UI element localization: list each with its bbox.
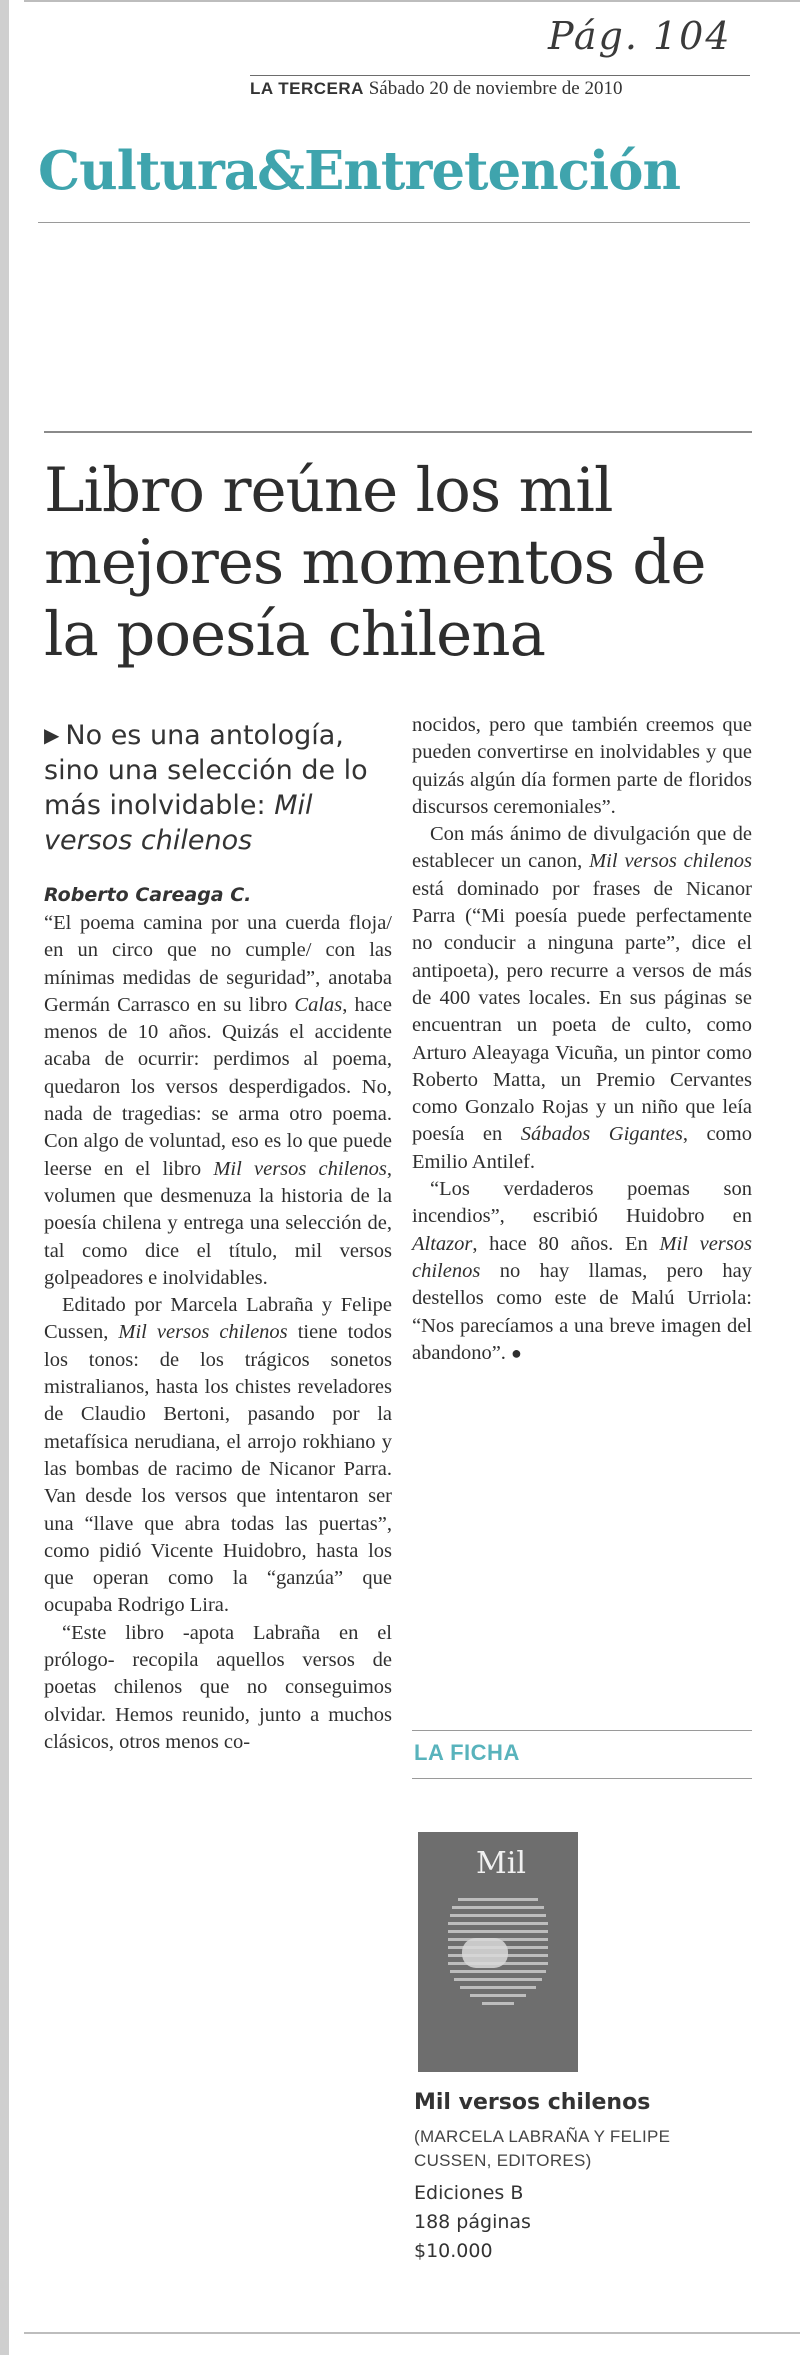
ficha-rule-top xyxy=(412,1730,752,1731)
byline: Roberto Careaga C. xyxy=(44,884,252,906)
ficha-authors: (MARCELA LABRAÑA Y FELIPE CUSSEN, EDITORES) xyxy=(414,2127,671,2170)
paragraph-text: “El poema camina por una cuerda floja/ en un circo que no cumple/ con las mínimas medidas de seguridad”, anotaba Germán Carrasco en su libro xyxy=(44,912,392,1016)
ficha-pages: 188 páginas xyxy=(414,2211,531,2233)
lead-arrow-icon: ▶ xyxy=(44,723,60,747)
paragraph-text: está dominado por frases de Nicanor Parra (“Mi poesía puede perfectamente no conducir a ninguna parte”, dice el antipoeta), pero recurre a versos de más de 400 vates locales. En sus páginas se encuentran un poeta de culto, como Arturo Aleayaga Vicuña, un pintor como Roberto Matta, un Premio Cervantes como Gonzalo Rojas y un niño que leía poesía en xyxy=(412,877,752,1146)
italic-title: Mil versos chilenos xyxy=(412,1232,752,1282)
end-mark-icon: ● xyxy=(511,1342,522,1363)
italic-title: Calas xyxy=(294,993,343,1016)
ficha-details xyxy=(414,2090,744,2266)
bottom-rule xyxy=(24,2332,800,2334)
section-title: Cultura&Entretención xyxy=(38,140,681,202)
cover-title: Mil xyxy=(476,1846,526,1881)
italic-title: Altazor xyxy=(412,1232,473,1255)
lead-book-title: Mil versos chilenos xyxy=(44,790,313,856)
paragraph-text: , hace menos de 10 años. Quizás el accidente acaba de ocurrir: perdimos al poema, quedaron los versos desperdigados. No, nada de tragedias: se arma otro poema. Con algo de voluntad, eso es lo que puede leerse en el libro xyxy=(44,993,393,1180)
article-paragraph xyxy=(412,712,752,821)
paragraph-text: “Los verdaderos poemas son incendios”, escribió Huidobro en xyxy=(412,1178,752,1228)
ficha-rule xyxy=(412,1778,752,1779)
article-column-right xyxy=(412,712,752,1367)
article-paragraph xyxy=(44,1292,392,1620)
article-lead xyxy=(44,718,392,858)
article-headline: Libro reúne los mil mejores momentos de la poesía chilena xyxy=(44,455,706,670)
scan-edge xyxy=(0,0,9,2355)
ficha-label: LA FICHA xyxy=(414,1740,520,1765)
headline-rule xyxy=(44,431,752,433)
paragraph-text: “Este libro -apota Labraña en el prólogo- recopila aquellos versos de poetas chilenos que no conseguimos olvidar. Hemos reunido, junto a muchos clásicos, otros menos co- xyxy=(44,1621,392,1753)
handwritten-page-note: Pág. 104 xyxy=(548,14,732,58)
masthead xyxy=(250,78,750,100)
paragraph-text: , hace 80 años. En xyxy=(472,1232,660,1255)
article-paragraph xyxy=(412,1176,752,1367)
book-cover-image xyxy=(418,1832,578,2072)
paragraph-text: no hay llamas, pero hay destellos como este de Malú Urriola: “Nos parecíamos a una breve imagen del abandono”. xyxy=(412,1259,752,1364)
paragraph-text: tiene todos los tonos: de los trágicos sonetos mistralianos, hasta los chistes reveladores de Claudio Bertoni, pasando por la metafísica nerudiana, el arrojo rokhiano y las bombas de racimo de Nicanor Parra. Van desde los versos que intentaron ser una “llave que abra todas las puertas”, como pidió Vicente Huidobro, hasta los que operan como la “ganzúa” que ocupaba Rodrigo Lira. xyxy=(44,1321,392,1617)
italic-title: Sábados Gigantes xyxy=(520,1123,683,1146)
italic-title: Mil versos chilenos xyxy=(118,1321,288,1344)
lead-text: No es una antología, sino una selección de lo más inolvidable: xyxy=(44,720,368,821)
paragraph-text: , volumen que desmenuza la historia de la poesía chilena y entrega una selección de, tal como dice el título, mil versos golpeadores e inolvidables. xyxy=(44,1157,392,1289)
ficha-price: $10.000 xyxy=(414,2240,493,2262)
paragraph-text: nocidos, pero que también creemos que pueden convertirse en inolvidables y que quizás algún día formen parte de floridos discursos ceremoniales”. xyxy=(412,714,752,818)
italic-title: Mil versos chilenos xyxy=(589,850,752,873)
issue-date: Sábado 20 de noviembre de 2010 xyxy=(368,78,623,99)
paragraph-text: Con más ánimo de divulgación que de establecer un canon, xyxy=(412,823,752,873)
top-rule xyxy=(24,0,800,2)
article-paragraph xyxy=(44,910,392,1292)
masthead-rule xyxy=(250,75,750,76)
paragraph-text: Editado por Marcela Labraña y Felipe Cussen, xyxy=(44,1294,392,1344)
article-body-left xyxy=(44,910,392,1756)
article-body-right xyxy=(412,712,752,1367)
cover-highlight xyxy=(462,1938,508,1968)
article-paragraph xyxy=(44,1620,392,1756)
newspaper-name: LA TERCERA xyxy=(250,79,364,98)
paragraph-text: , como Emilio Antilef. xyxy=(412,1123,753,1173)
ficha-publisher: Ediciones B xyxy=(414,2182,524,2204)
ficha-book-title: Mil versos chilenos xyxy=(414,2090,651,2115)
section-rule xyxy=(38,222,750,223)
italic-title: Mil versos chilenos xyxy=(213,1157,387,1180)
article-column-left xyxy=(44,718,392,1756)
article-paragraph xyxy=(412,821,752,1176)
